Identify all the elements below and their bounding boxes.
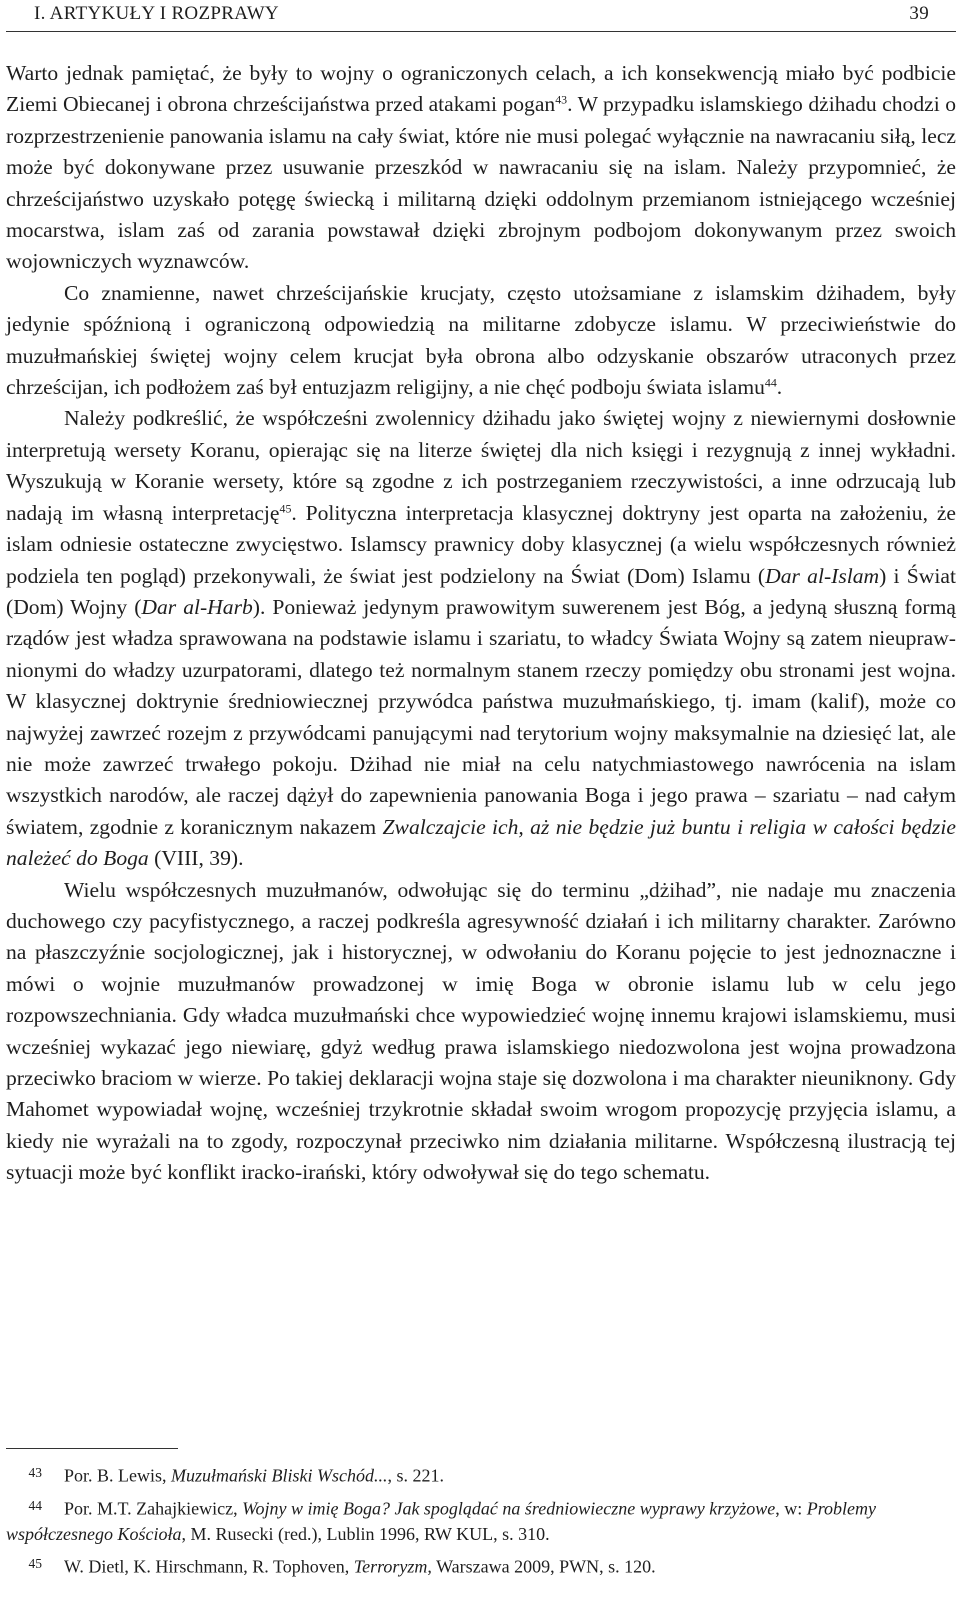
- footnote-number: 44: [28, 1497, 42, 1513]
- text-run: Co znamienne, nawet chrześcijańskie krucjaty, często utożsamiane z islamskim dżihadem, były jedynie spóźnioną i ograniczoną odpowiedzią na militarne zdobycze islamu. W przeciwieństwie do muzułmańskiej świętej wojny celem krucjat była obrona albo odzyskanie obszarów utraconych przez chrześcijan, ich podłożem zaś był entuzjazm religijny, a nie chęć podboju świata islamu: [6, 280, 956, 400]
- text-run: . Polityczna interpretacja klasycznej doktryny jest oparta na założeniu, że islam odniesie ostateczne zwycięstwo. Islamscy prawnicy doby klasycznej (a wielu współczesnych również podziela ten pogląd) przekonywali, że świat jest podzielony na Świat (Dom) Islamu (: [6, 500, 957, 588]
- text-run: .: [776, 375, 783, 400]
- footnote: [6, 1493, 956, 1548]
- header-rule: [6, 31, 956, 32]
- italic-text: Muzułmański Bliski Wschód...: [171, 1465, 388, 1486]
- footnote-ref: 43: [555, 92, 568, 107]
- text-run: Warto jednak pamiętać, że były to wojny o ograniczonych celach, a ich konsekwencją miało być podbicie Ziemi Obiecanej i obrona chrześcijaństwa przed atakami pogan: [6, 61, 956, 117]
- text-run: (VIII, 39).: [148, 846, 244, 871]
- paragraph: [6, 278, 956, 404]
- section-title: I. ARTYKUŁY I ROZPRAWY: [34, 3, 279, 24]
- text-run: Warszawa 2009, PWN, s. 120.: [431, 1557, 656, 1578]
- text-run: ) i Świat (Dom) Wojny (: [6, 563, 956, 619]
- italic-text: Dar al-Harb: [141, 594, 253, 619]
- footnote: [6, 1551, 956, 1580]
- footnotes: [6, 1460, 956, 1584]
- text-run: W. Dietl, K. Hirschmann, R. Tophoven,: [64, 1557, 354, 1578]
- italic-text: Wojny w imię Boga? Jak spoglądać na średniowieczne wyprawy krzyżowe: [242, 1498, 776, 1519]
- footnote-number: 43: [28, 1465, 42, 1480]
- page-number: 39: [909, 3, 929, 24]
- italic-text: Problemy współczesnego Kościoła: [6, 1498, 877, 1545]
- italic-text: Zwalczajcie ich, aż nie będzie już buntu i religia w całości będzie należeć do Boga: [6, 814, 957, 871]
- footnote-ref: 45: [279, 500, 292, 515]
- text-run: , s. 221.: [387, 1465, 445, 1486]
- text-run: Por. B. Lewis,: [64, 1465, 172, 1486]
- footnote: [6, 1460, 956, 1489]
- footnote-ref: 44: [764, 375, 777, 390]
- text-run: , M. Rusecki (red.), Lublin 1996, RW KUL, s. 310.: [181, 1524, 550, 1545]
- paragraph: [6, 875, 956, 1189]
- footnote-separator: [6, 1448, 178, 1449]
- italic-text: Dar al-Islam: [765, 563, 880, 588]
- footnote-number: 45: [28, 1556, 42, 1572]
- text-run: Należy podkreślić, że współcześni zwolennicy dżihadu jako świętej wojny z niewiernymi dosłownie interpretują wersety Koranu, opierając się na literze świętej dla nich księgi i rezygnują z innej wykładni. Wyszukują w Koranie wersety, które są zgodne z ich postrzeganiem rzeczywistości, a inne odrzucają lub nadają im własną interpretację: [6, 406, 956, 525]
- paragraph: [6, 403, 956, 874]
- paragraph: [6, 58, 956, 278]
- text-run: . W przypadku islamskiego dżihadu chodzi o rozprzestrzenienie panowania islamu na cały świat, które nie musi polegać wyłącznie na nawracaniu siłą, lecz może być dokonywane przez usuwanie przeszkód w nawracaniu się na islam. Należy przypomnieć, że chrześcijaństwo uzyskało potęgę świecką i militarną dzięki oddolnym przemianom istniejącego wcześniej mocarstwa, islam zaś od zarania powstawał dzięki zbrojnym podbojom dokonywanym przez swoich wojowniczych wyznawców.: [6, 92, 956, 274]
- text-run: Por. M.T. Zahajkiewicz,: [64, 1498, 243, 1519]
- italic-text: Terroryzm,: [353, 1557, 432, 1578]
- document-page: [6, 0, 956, 1618]
- text-run: Wielu współczesnych muzułmanów, odwołując się do terminu „dżihad”, nie nadaje mu znaczenia duchowego czy pacyfistycznego, a raczej podkreśla agresywność działań i ich militarny charakter. Zarówno na płaszczyźnie socjologicznej, jak i historycznej, w odwołaniu do Koranu pojęcie to jest jednoznaczne i mówi o wojnie muzułmanów prowadzonej w imię Boga w obronie islamu lub w celu jego rozpowszechniania. Gdy władca muzułmański chce wypowiedzieć wojnę innemu krajowi islamskiemu, musi wcześniej wykazać jego niewiarę, gdyż według prawa islamskiego niedozwolona jest wojna prowadzona przeciwko braciom w wierze. Po takiej deklaracji wojna staje się dozwolona i ma charakter nieuniknony. Gdy Mahomet wypowiadał wojnę, wcześniej trzykrotnie składał swoim wrogom propozycję przyjęcia islamu, a kiedy nie wyrażali na to zgody, rozpoczynał przeciwko nim działania militarne. Współczesną ilustracją tej sytuacji może być konflikt iracko-irański, który odwoływał się do tego schematu.: [6, 877, 956, 1185]
- text-run: ). Ponieważ jedynym prawowitym suwerenem jest Bóg, a jedyną słuszną formą rządów jest władza sprawowana na podstawie islamu i szariatu, to władcy Świata Wojny są zatem nieuprawnionymi do władzy uzurpatorami, dlatego też normalnym stanem rzeczy pomiędzy obu stronami jest wojna. W klasycznej doktrynie średniowiecznej przywódca państwa muzułmańskiego, tj. imam (kalif), może co najwyżej zawrzeć rozejm z przywódcami panującymi nad terytorium wojny maksymalnie na dziesięć lat, ale nie może zawrzeć trwałego pokoju. Dżihad nie miał na celu natychmiastowego nawrócenia na islam wszystkich narodów, ale raczej dążył do zapewnienia panowania Boga i jego prawa – szariatu – nad całym światem, zgodnie z koranicznym nakazem: [6, 594, 956, 839]
- text-run: , w:: [775, 1498, 807, 1519]
- body-text: [6, 58, 956, 1189]
- running-header: [34, 3, 929, 27]
